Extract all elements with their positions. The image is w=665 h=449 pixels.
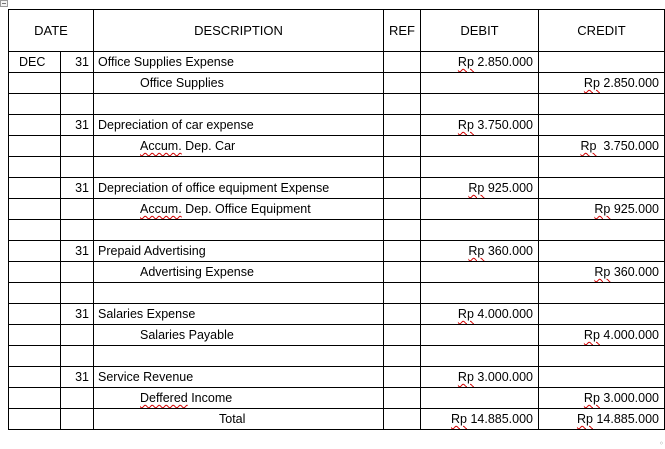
credit-account-cell: Deffered Income bbox=[94, 388, 384, 409]
spacer-row bbox=[9, 346, 665, 367]
debit-account-cell: Service Revenue bbox=[94, 367, 384, 388]
credit-amount-cell bbox=[539, 73, 665, 94]
debit-account-cell: Depreciation of office equipment Expense bbox=[94, 178, 384, 199]
debit-amount-cell bbox=[421, 115, 539, 136]
amount-value: 2.850.000 bbox=[603, 76, 659, 90]
table-row bbox=[9, 367, 665, 388]
amount-value: 3.750.000 bbox=[477, 118, 533, 132]
currency-label: Rp bbox=[583, 76, 600, 90]
spacer-row bbox=[9, 220, 665, 241]
total-row bbox=[9, 409, 665, 430]
debit-amount-cell bbox=[421, 304, 539, 325]
debit-account-cell: Salaries Expense bbox=[94, 304, 384, 325]
credit-header: CREDIT bbox=[539, 10, 665, 52]
currency-label: Rp bbox=[576, 412, 593, 426]
description-header: DESCRIPTION bbox=[94, 10, 384, 52]
total-debit-cell bbox=[421, 409, 539, 430]
currency-label: Rp bbox=[457, 307, 474, 321]
amount-value: 360.000 bbox=[487, 244, 533, 258]
amount-value: 4.000.000 bbox=[477, 307, 533, 321]
credit-account-cell: Accum. Dep. Office Equipment bbox=[94, 199, 384, 220]
amount-value: 925.000 bbox=[487, 181, 533, 195]
currency-label: Rp bbox=[583, 328, 600, 342]
general-journal-table bbox=[8, 9, 665, 430]
date-header: DATE bbox=[9, 10, 94, 52]
debit-header: DEBIT bbox=[421, 10, 539, 52]
amount-value: 360.000 bbox=[613, 265, 659, 279]
amount-value: 4.000.000 bbox=[603, 328, 659, 342]
currency-label: Rp bbox=[594, 202, 611, 216]
table-row bbox=[9, 52, 665, 73]
currency-label: Rp bbox=[457, 370, 474, 384]
credit-amount-cell bbox=[539, 136, 665, 157]
debit-account-cell: Prepaid Advertising bbox=[94, 241, 384, 262]
credit-account-cell: Advertising Expense bbox=[94, 262, 384, 283]
credit-amount-cell bbox=[539, 52, 665, 73]
amount-value: 3.000.000 bbox=[603, 391, 659, 405]
ref-header: REF bbox=[384, 10, 421, 52]
currency-label: Rp bbox=[594, 265, 611, 279]
table-row bbox=[9, 73, 665, 94]
day-cell: 31 bbox=[61, 304, 94, 325]
table-row bbox=[9, 241, 665, 262]
amount-value: 2.850.000 bbox=[477, 55, 533, 69]
table-row bbox=[9, 304, 665, 325]
day-cell: 31 bbox=[61, 367, 94, 388]
table-row bbox=[9, 178, 665, 199]
month-cell: DEC bbox=[9, 52, 61, 73]
amount-value: 3.000.000 bbox=[477, 370, 533, 384]
credit-amount-cell bbox=[539, 199, 665, 220]
resize-grip-icon[interactable]: ◦ bbox=[659, 439, 664, 448]
spacer-row bbox=[9, 94, 665, 115]
misspelled-word: Accum. bbox=[140, 202, 182, 216]
debit-account-cell: Office Supplies Expense bbox=[94, 52, 384, 73]
table-row bbox=[9, 325, 665, 346]
ref-cell bbox=[384, 52, 421, 73]
currency-label: Rp bbox=[580, 139, 597, 153]
currency-label: Rp bbox=[457, 118, 474, 132]
table-row bbox=[9, 199, 665, 220]
total-credit-cell bbox=[539, 409, 665, 430]
currency-label: Rp bbox=[457, 55, 474, 69]
credit-amount-cell bbox=[539, 325, 665, 346]
misspelled-word: Accum. bbox=[140, 139, 182, 153]
credit-account-cell: Office Supplies bbox=[94, 73, 384, 94]
currency-label: Rp bbox=[450, 412, 467, 426]
currency-label: Rp bbox=[583, 391, 600, 405]
table-row bbox=[9, 115, 665, 136]
total-label: Total bbox=[94, 409, 384, 430]
spacer-row bbox=[9, 157, 665, 178]
amount-value: 3.750.000 bbox=[599, 139, 659, 153]
day-cell: 31 bbox=[61, 52, 94, 73]
misspelled-word: Deffered bbox=[140, 391, 188, 405]
amount-value: 925.000 bbox=[613, 202, 659, 216]
day-cell: 31 bbox=[61, 178, 94, 199]
credit-amount-cell bbox=[539, 388, 665, 409]
table-row bbox=[9, 136, 665, 157]
credit-amount-cell bbox=[539, 262, 665, 283]
table-row bbox=[9, 388, 665, 409]
table-row bbox=[9, 262, 665, 283]
spacer-row bbox=[9, 283, 665, 304]
debit-amount-cell bbox=[421, 241, 539, 262]
debit-amount-cell bbox=[421, 52, 539, 73]
document-corner-icon bbox=[0, 0, 8, 7]
credit-account-cell: Accum. Dep. Car bbox=[94, 136, 384, 157]
credit-account-cell: Salaries Payable bbox=[94, 325, 384, 346]
debit-account-cell: Depreciation of car expense bbox=[94, 115, 384, 136]
currency-label: Rp bbox=[468, 181, 485, 195]
currency-label: Rp bbox=[468, 244, 485, 258]
debit-amount-cell bbox=[421, 178, 539, 199]
day-cell: 31 bbox=[61, 241, 94, 262]
day-cell: 31 bbox=[61, 115, 94, 136]
header-row bbox=[9, 10, 665, 52]
debit-amount-cell bbox=[421, 367, 539, 388]
total-credit-value: 14.885.000 bbox=[596, 412, 659, 426]
total-debit-value: 14.885.000 bbox=[470, 412, 533, 426]
